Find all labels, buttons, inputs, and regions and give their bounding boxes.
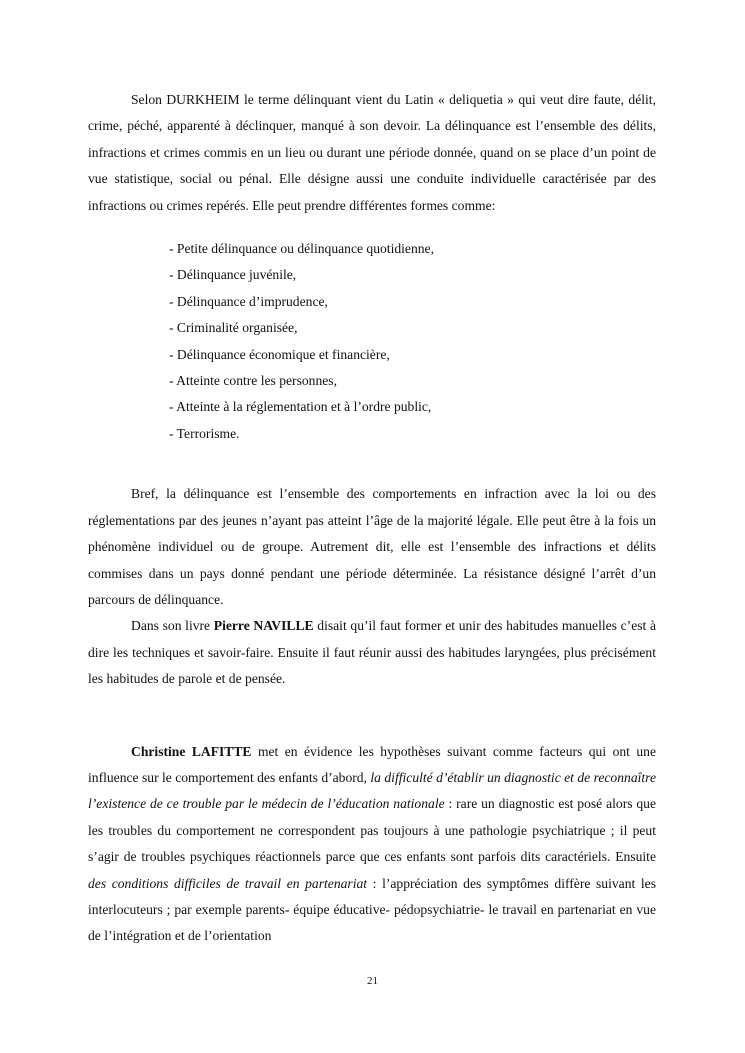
italic-text: des conditions difficiles de travail en partenariat — [88, 875, 368, 891]
spacer — [88, 693, 656, 739]
list-item: - Atteinte contre les personnes, — [169, 373, 337, 389]
list-item: - Criminalité organisée, — [169, 320, 298, 336]
italic-text: la difficulté d’établir un diagnostic et de reconnaître l’existence de ce trouble par le médecin de l’éducation nationale — [88, 769, 656, 812]
page-number: 21 — [367, 975, 378, 987]
paragraph-naville — [88, 613, 656, 692]
text-run: Dans son livre — [131, 618, 214, 634]
spacer — [88, 219, 656, 236]
list-item: - Terrorisme. — [169, 425, 240, 441]
text-run: met en évidence les hypothèses suivant comme facteurs qui ont une influence sur le comportement des enfants d’abord, — [88, 743, 657, 785]
list-item: - Délinquance juvénile, — [169, 267, 297, 283]
list-item: - Atteinte à la réglementation et à l’ordre public, — [169, 399, 432, 415]
paragraph-durkheim: Selon DURKHEIM le terme délinquant vient du Latin « deliquetia » qui veut dire faute, délit, crime, péché, apparenté à déclinquer, manqué à son devoir. La délinquance est l’ensemble des délits, infractions et crimes commis en un lieu ou durant une période donnée, quand on se place d’un point de vue statistique, social ou pénal. Elle désigne aussi une conduite individuelle caractérisée par des infractions ou crimes repérés. Elle peut prendre différentes formes comme: — [88, 92, 656, 213]
author-name: Christine LAFITTE — [131, 743, 252, 759]
list-item: - Délinquance économique et financière, — [169, 346, 390, 362]
list-item: - Délinquance d’imprudence, — [169, 293, 328, 309]
text-run: : l’appréciation des symptômes diffère suivant les interlocuteurs ; par exemple parents- équipe éducative- pédopsychiatrie- le travail en partenariat en vue de l’intégration et de l’orientation — [88, 875, 656, 944]
spacer — [88, 447, 656, 481]
author-name: Pierre NAVILLE — [213, 618, 314, 634]
paragraph-lafitte — [88, 739, 656, 950]
list-item: - Petite délinquance ou délinquance quotidienne, — [169, 241, 434, 257]
text-run: : rare un diagnostic est posé alors que les troubles du comportement ne correspondent pas toujours à une pathologie psychiatrique ; il peut s’agir de troubles psychiques réactionnels parce que ces enfants sont parfois dits caractériels. Ensuite — [88, 796, 656, 865]
delinquency-forms-list — [88, 236, 656, 447]
text-run: disait qu’il faut former et unir des habitudes manuelles c’est à dire les techniques et savoir-faire. Ensuite il faut réunir aussi des habitudes laryngées, plus précisément les habitudes de parole et de pensée. — [88, 618, 657, 687]
document-page — [88, 87, 656, 950]
paragraph-bref: Bref, la délinquance est l’ensemble des comportements en infraction avec la loi ou des réglementations par des jeunes n’ayant pas atteint l’âge de la majorité légale. Elle peut être à la fois un phénomène individuel ou de groupe. Autrement dit, elle est l’ensemble des infractions et délits commises dans un pays donné pendant une période déterminée. La résistance désigné l’arrêt d’un parcours de délinquance. — [88, 486, 656, 607]
